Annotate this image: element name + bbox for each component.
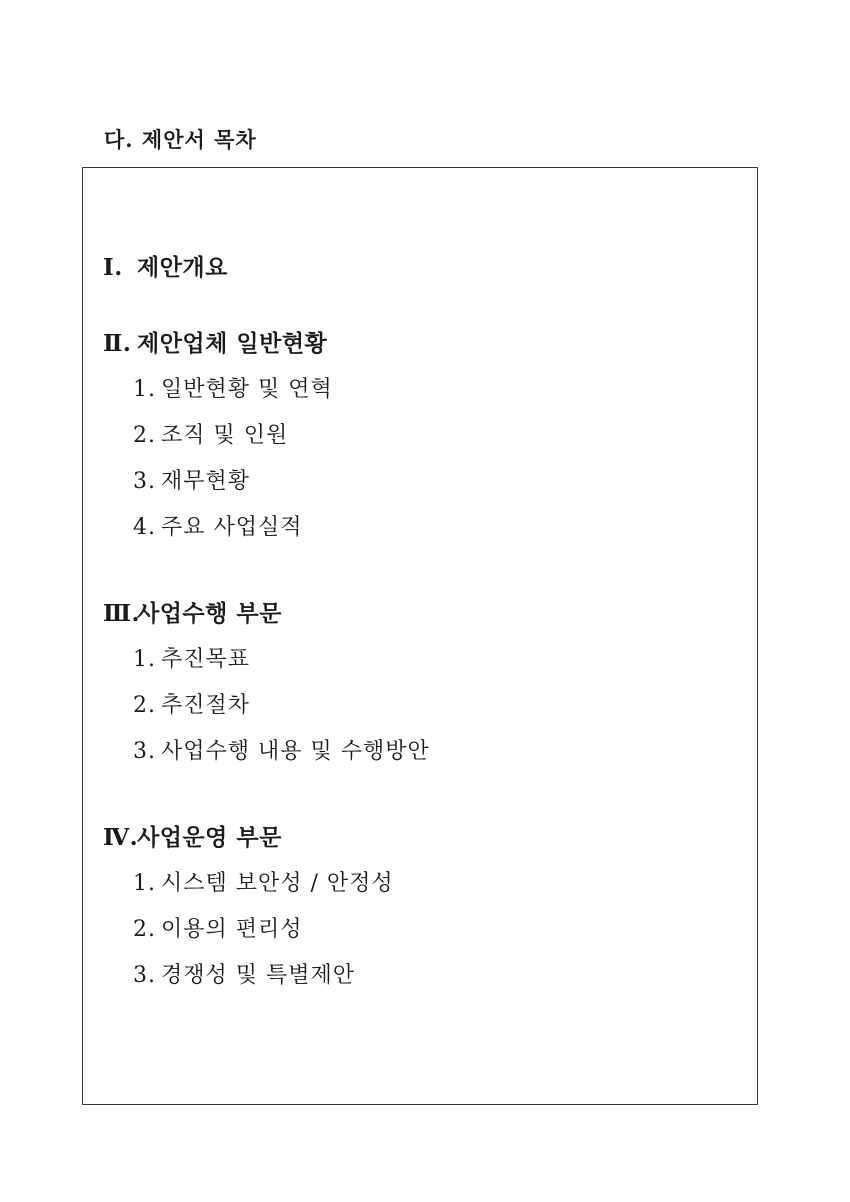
item-label: 재무현황: [161, 469, 251, 494]
chapter-number: Ⅰ.: [103, 254, 123, 281]
item-number: 1.: [133, 647, 156, 672]
toc-item: [133, 510, 430, 556]
item-label: 시스템 보안성 / 안정성: [161, 871, 394, 896]
chapter-title: [103, 596, 430, 632]
toc-item: [133, 866, 430, 912]
toc-list: [103, 250, 430, 1004]
chapter-title: [103, 250, 430, 286]
item-label: 조직 및 인원: [161, 423, 289, 448]
chapter-label: 사업수행 부문: [137, 600, 282, 627]
item-label: 이용의 편리성: [161, 917, 303, 942]
item-label: 추진절차: [161, 693, 251, 718]
chapter-label: 사업운영 부문: [137, 824, 282, 851]
item-label: 일반현황 및 연혁: [161, 377, 333, 402]
chapter-number: Ⅳ.: [103, 824, 139, 851]
item-number: 1.: [133, 377, 156, 402]
item-label: 경쟁성 및 특별제안: [161, 963, 356, 988]
toc-item: [133, 642, 430, 688]
chapter-title: [103, 820, 430, 856]
chapter-title: [103, 326, 430, 362]
item-number: 1.: [133, 871, 156, 896]
toc-chapter: [103, 326, 430, 556]
chapter-label: 제안개요: [137, 254, 228, 281]
item-number: 2.: [133, 917, 156, 942]
chapter-label: 제안업체 일반현황: [137, 330, 328, 357]
chapter-number: Ⅱ.: [103, 330, 132, 357]
item-number: 2.: [133, 693, 156, 718]
toc-item: [133, 958, 430, 1004]
chapter-items: [103, 642, 430, 780]
toc-chapter: [103, 596, 430, 780]
item-label: 사업수행 내용 및 수행방안: [161, 739, 430, 764]
section-heading: 다. 제안서 목차: [104, 127, 257, 152]
toc-item: [133, 912, 430, 958]
toc-item: [133, 418, 430, 464]
toc-chapter: [103, 820, 430, 1004]
toc-item: [133, 734, 430, 780]
item-number: 3.: [133, 963, 156, 988]
item-number: 3.: [133, 739, 156, 764]
toc-item: [133, 688, 430, 734]
toc-chapter: [103, 250, 430, 286]
chapter-number: Ⅲ.: [103, 600, 141, 627]
toc-item: [133, 464, 430, 510]
item-number: 2.: [133, 423, 156, 448]
chapter-items: [103, 866, 430, 1004]
chapter-items: [103, 372, 430, 556]
item-number: 4.: [133, 515, 156, 540]
toc-box: [82, 167, 758, 1105]
toc-item: [133, 372, 430, 418]
item-label: 추진목표: [161, 647, 251, 672]
item-number: 3.: [133, 469, 156, 494]
item-label: 주요 사업실적: [161, 515, 303, 540]
